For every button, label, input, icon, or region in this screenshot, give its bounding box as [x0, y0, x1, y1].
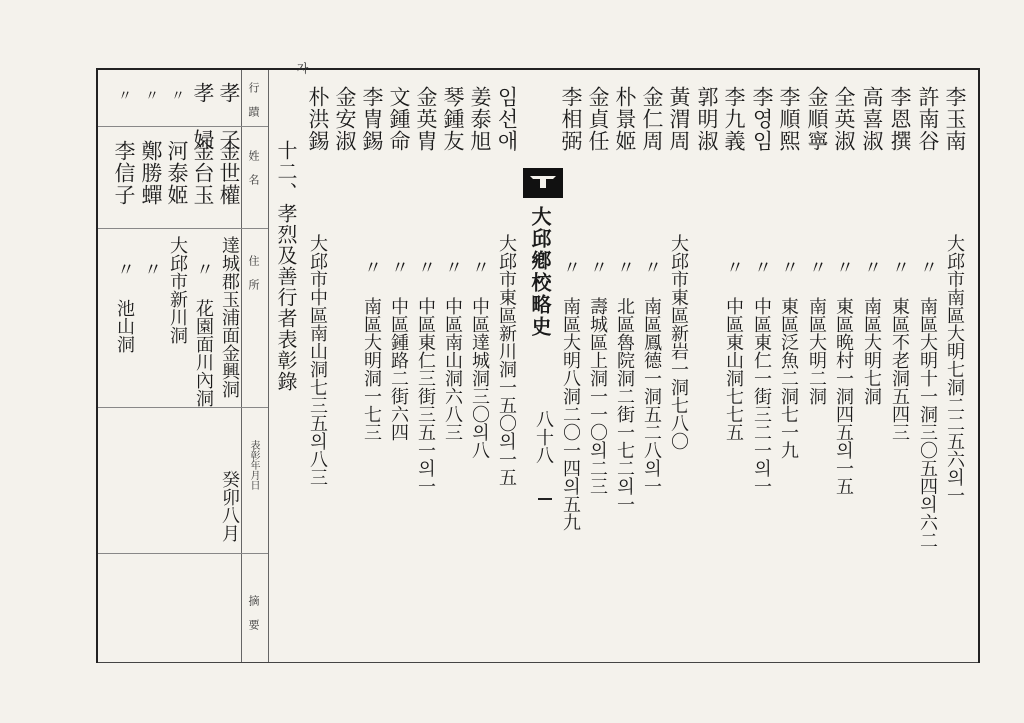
- table-column-rule: [241, 70, 242, 662]
- name-entry: 全英淑: [832, 86, 856, 152]
- address-entry: 〃 南區大明八洞二〇一四의五九: [560, 258, 581, 531]
- address-entry: 〃 中區達城洞三〇의八: [469, 258, 490, 459]
- name-entry: 許南谷: [916, 86, 940, 152]
- table-row-rule: [98, 553, 268, 554]
- address-entry: 〃 北區魯院洞二街一七二의一: [614, 258, 635, 513]
- row-category: 〃: [143, 88, 159, 102]
- name-entry: 琴鍾友: [441, 86, 465, 152]
- address-entry: 〃 南區大明十一洞三〇五四의六二: [917, 258, 938, 549]
- name-entry: 金仁周: [640, 86, 664, 152]
- frame-top-rule: [96, 68, 979, 70]
- table-row-rule: [98, 228, 268, 229]
- table-row-rule: [98, 407, 268, 408]
- header-address: 住 所: [247, 255, 260, 290]
- page-number: 八十八: [533, 410, 554, 464]
- header-remarks: 摘 要: [247, 595, 260, 630]
- address-entry: 〃 中區東仁一街三二一의一: [751, 258, 772, 495]
- address-entry: 〃 中區東山洞七七五: [723, 258, 744, 441]
- running-book-title: 大邱鄕校略史: [528, 206, 552, 338]
- row-address: 大邱市新川洞: [167, 236, 188, 344]
- frame-right-rule: [978, 68, 980, 663]
- address-entry: 〃 東區泛魚二洞七一九: [778, 258, 799, 459]
- name-entry: 金貞任: [586, 86, 610, 152]
- frame-bottom-rule: [96, 662, 979, 663]
- address-entry: 〃 南區鳳德一洞五二八의一: [641, 258, 662, 495]
- name-entry: 黃渭周: [667, 86, 691, 152]
- header-name: 姓 名: [247, 150, 260, 185]
- name-entry: 朴景姬: [613, 86, 637, 152]
- address-entry: 〃 壽城區上洞一一〇의二三: [587, 258, 608, 495]
- table-column-rule: [268, 70, 269, 662]
- name-entry: 姜泰旭: [468, 86, 492, 152]
- address-entry: 〃 東區晩村一洞四五의一五: [833, 258, 854, 495]
- row-name: 李信子: [112, 140, 136, 206]
- name-entry: 李相弼: [559, 86, 583, 152]
- row-name: 鄭勝蟬: [139, 140, 163, 206]
- row-date: 癸卯八月: [219, 470, 240, 542]
- address-entry: 〃 南區大明洞一七三: [361, 258, 382, 441]
- row-category: 孝 婦: [191, 82, 215, 151]
- address-entry: 〃 東區不老洞五四三: [889, 258, 910, 441]
- name-entry: 李順熙: [777, 86, 801, 152]
- name-entry: 李冑錫: [360, 86, 384, 152]
- section-title: 十二、孝烈及善行者表彰錄: [274, 140, 298, 392]
- address-entry: 〃 中區南山洞六八三: [442, 258, 463, 441]
- row-address: 〃 池山洞: [114, 260, 135, 353]
- margin-annotation: 자: [295, 62, 309, 74]
- name-entry: 李恩撰: [888, 86, 912, 152]
- name-entry: 高喜淑: [860, 86, 884, 152]
- header-category: 行 蹟: [247, 82, 260, 117]
- name-entry: 李玉南: [943, 86, 967, 152]
- row-address: 達城郡玉浦面金興洞: [219, 236, 240, 398]
- name-entry: 文鍾命: [387, 86, 411, 152]
- row-category: 〃: [169, 88, 185, 102]
- name-entry: 金順寧: [805, 86, 829, 152]
- name-entry: 金安淑: [333, 86, 357, 152]
- page-number-rule: [538, 498, 552, 500]
- name-entry: 임선애: [495, 86, 519, 152]
- book-emblem-icon: [523, 168, 563, 198]
- address-entry: 〃 南區大明七洞: [861, 258, 882, 405]
- row-name: 金世權: [217, 140, 241, 206]
- name-entry: 李九義: [722, 86, 746, 152]
- name-entry: 郭明淑: [695, 86, 719, 152]
- row-category: 孝 子: [217, 82, 241, 151]
- address-entry: 〃 中區鍾路二街六四: [388, 258, 409, 441]
- row-name: 河泰姬: [165, 140, 189, 206]
- address-entry: 〃 中區東仁三街三五一의一: [415, 258, 436, 495]
- address-entry: 〃 南區大明二洞: [806, 258, 827, 405]
- frame-left-rule: [96, 68, 98, 663]
- table-row-rule: [98, 126, 268, 127]
- address-entry: 大邱市東區新岩一洞七八〇: [668, 234, 689, 450]
- header-date: 表彰年月日: [248, 440, 259, 490]
- address-entry: 大邱市南區大明七洞二二五六의一: [944, 234, 965, 504]
- name-entry: 金英胄: [414, 86, 438, 152]
- row-name: 金台玉: [191, 140, 215, 206]
- row-address: 〃 花園面川內洞: [193, 260, 214, 407]
- row-category: 〃: [116, 88, 132, 102]
- name-entry: 李영임: [750, 86, 774, 152]
- row-address: 〃: [141, 260, 162, 278]
- name-entry: 朴洪錫: [306, 86, 330, 152]
- address-entry: 大邱市東區新川洞一五〇의一五: [496, 234, 517, 486]
- address-entry: 大邱市中區南山洞七三五의八三: [307, 234, 328, 486]
